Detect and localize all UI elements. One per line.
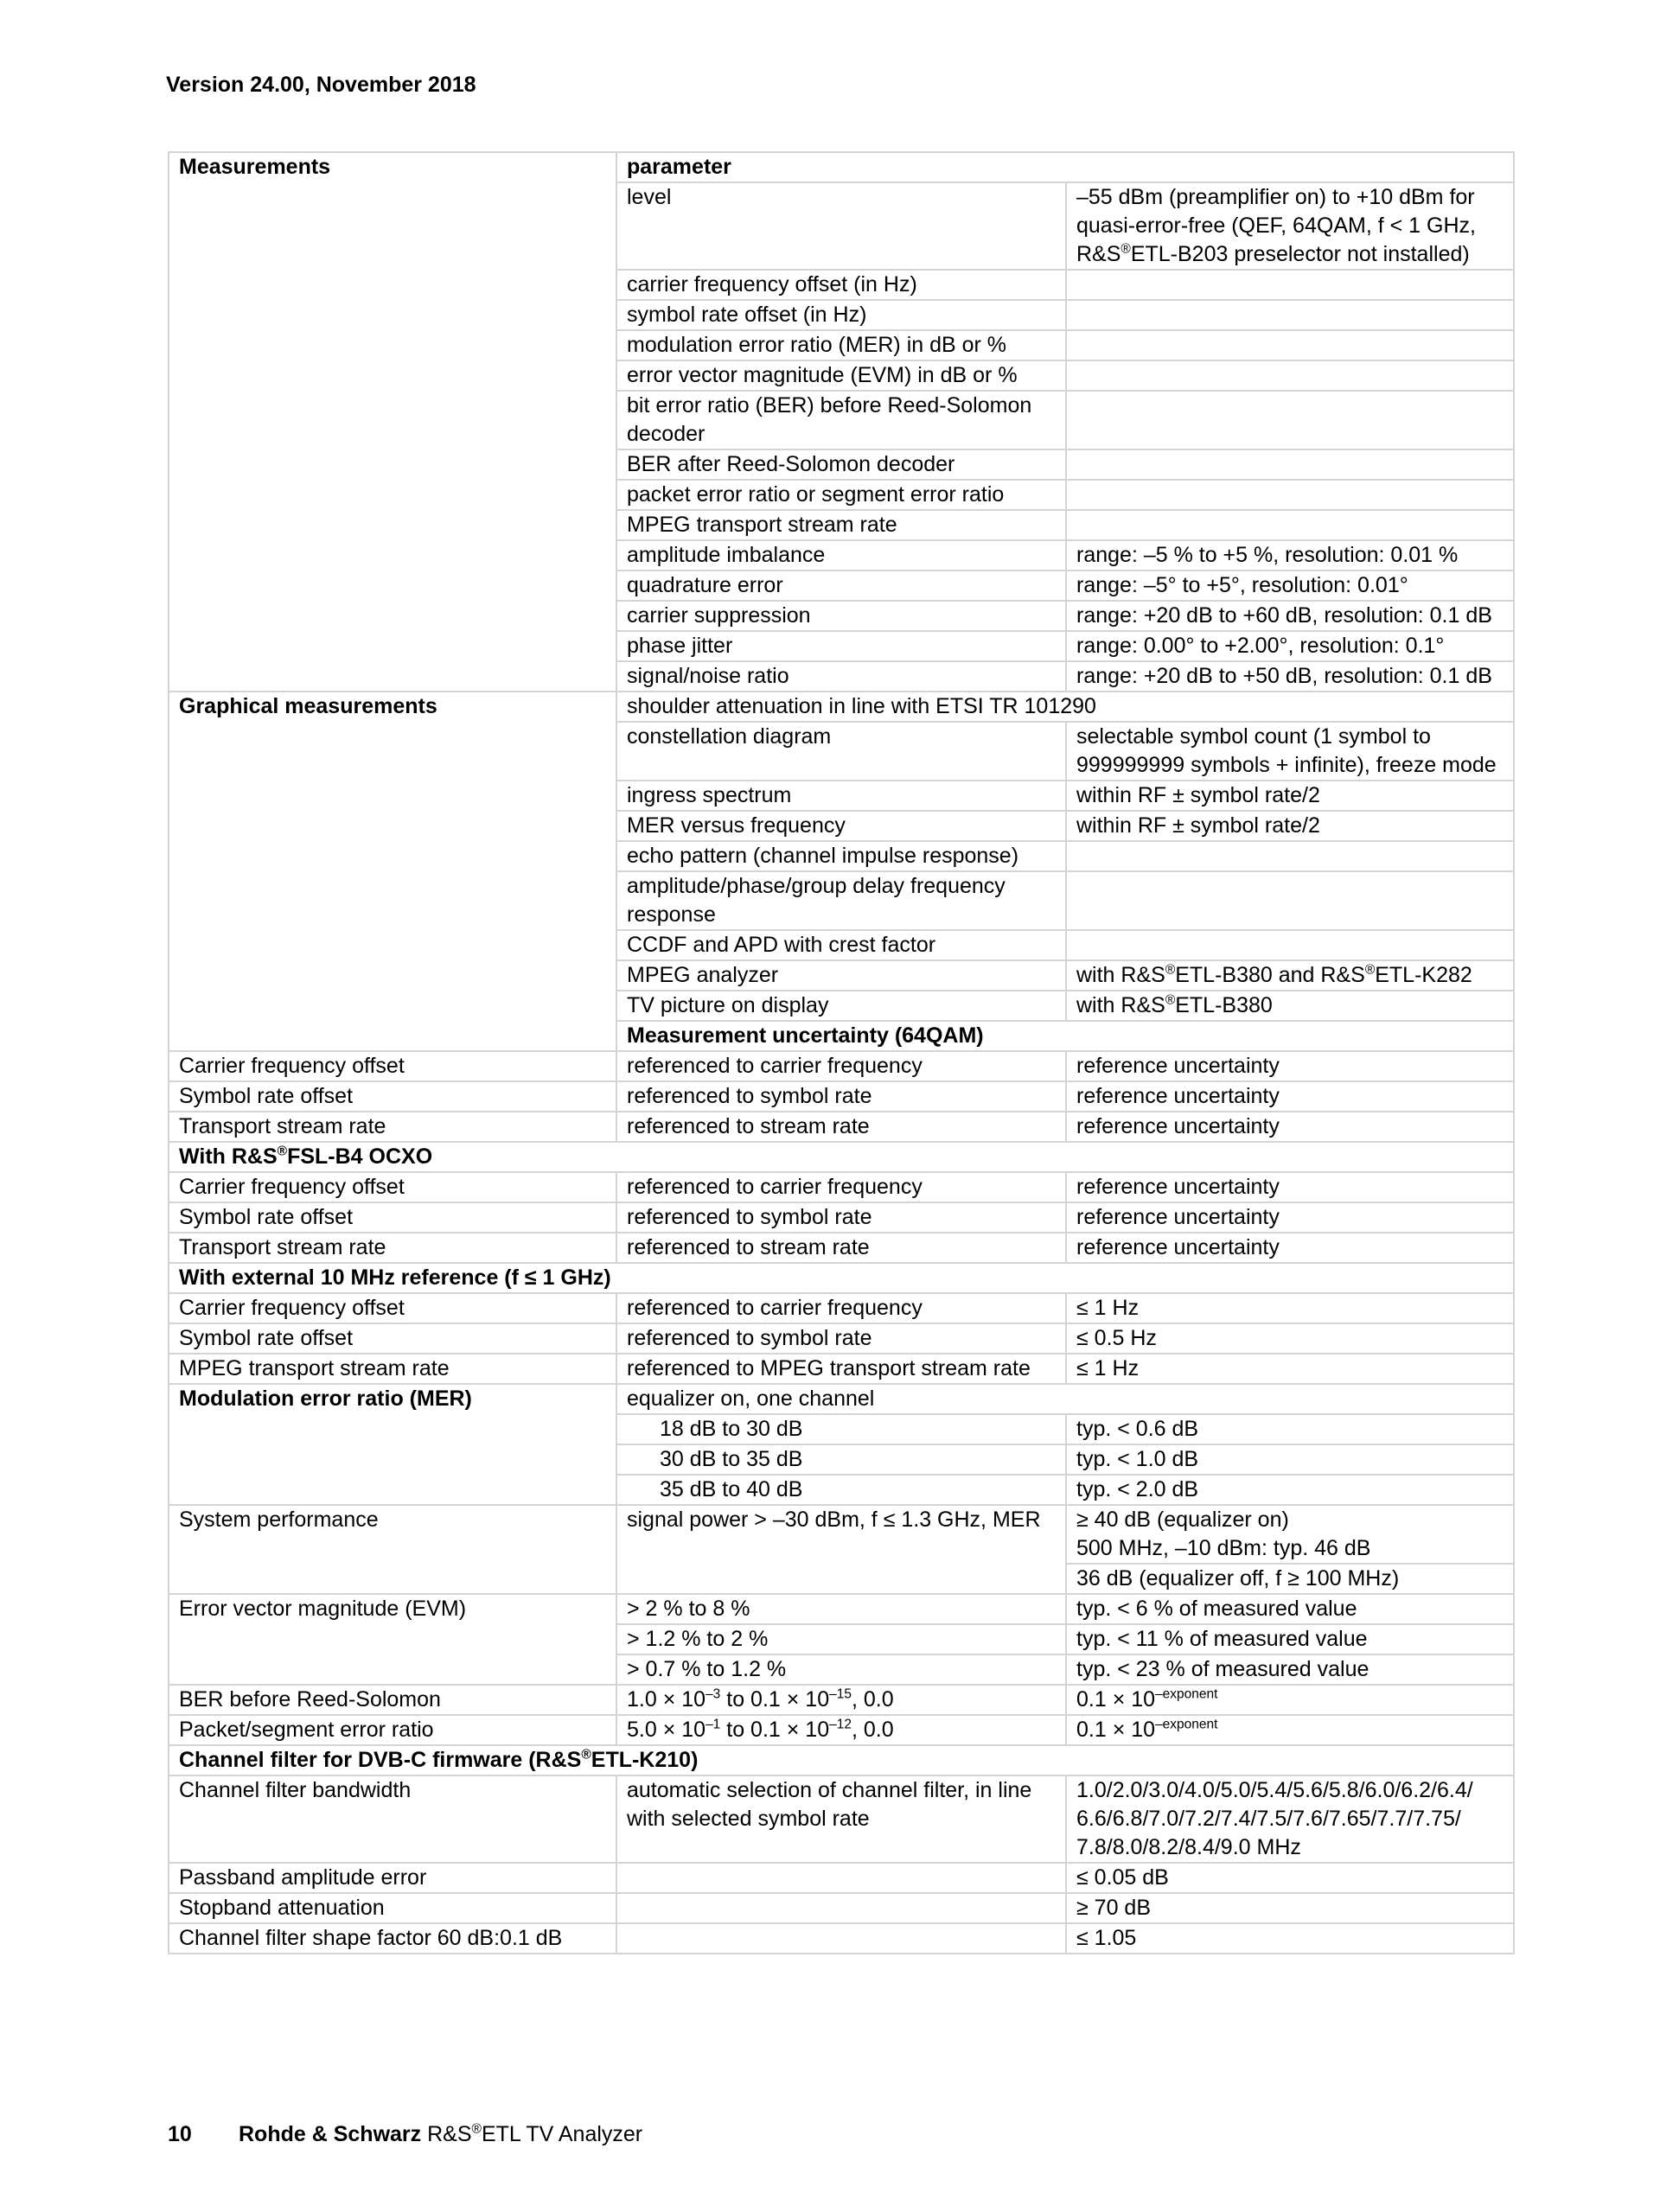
- param-cell: quadrature error: [616, 571, 1066, 601]
- table-row: [169, 1233, 1514, 1263]
- value-cell: range: –5° to +5°, resolution: 0.01°: [1066, 571, 1514, 601]
- value-cell: reference uncertainty: [1066, 1051, 1514, 1081]
- param-cell: ingress spectrum: [616, 781, 1066, 811]
- param-cell: shoulder attenuation in line with ETSI TR 101290: [616, 692, 1514, 722]
- param-cell: referenced to symbol rate: [616, 1202, 1066, 1233]
- value-cell: ≤ 1.05: [1066, 1923, 1514, 1954]
- section-header-row: [169, 1263, 1514, 1293]
- table-row: [169, 1923, 1514, 1954]
- param-cell: [616, 1863, 1066, 1893]
- param-cell: MPEG transport stream rate: [616, 510, 1066, 540]
- param-cell: error vector magnitude (EVM) in dB or %: [616, 360, 1066, 391]
- param-cell: signal power > –30 dBm, f ≤ 1.3 GHz, MER: [616, 1505, 1066, 1594]
- value-cell: ≥ 40 dB (equalizer on) 500 MHz, –10 dBm: typ. 46 dB: [1066, 1505, 1514, 1564]
- param-cell: referenced to stream rate: [616, 1233, 1066, 1263]
- label-cell: Channel filter shape factor 60 dB:0.1 dB: [169, 1923, 616, 1954]
- label-cell: Carrier frequency offset: [169, 1172, 616, 1202]
- value-cell: typ. < 0.6 dB: [1066, 1414, 1514, 1444]
- parameter-header: parameter: [616, 152, 1514, 182]
- param-cell: amplitude imbalance: [616, 540, 1066, 571]
- param-cell: amplitude/phase/group delay frequency response: [616, 871, 1066, 930]
- param-cell: > 1.2 % to 2 %: [616, 1624, 1066, 1654]
- param-cell: > 2 % to 8 %: [616, 1594, 1066, 1624]
- label-cell: Transport stream rate: [169, 1233, 616, 1263]
- page-footer: [168, 2122, 642, 2147]
- value-cell: reference uncertainty: [1066, 1172, 1514, 1202]
- value-cell: typ. < 11 % of measured value: [1066, 1624, 1514, 1654]
- param-cell: 18 dB to 30 dB: [616, 1414, 1066, 1444]
- label-cell: Packet/segment error ratio: [169, 1715, 616, 1745]
- value-cell: reference uncertainty: [1066, 1081, 1514, 1112]
- label-cell: MPEG transport stream rate: [169, 1354, 616, 1384]
- param-cell: signal/noise ratio: [616, 661, 1066, 692]
- value-cell: ≤ 1 Hz: [1066, 1293, 1514, 1323]
- value-cell: [1066, 330, 1514, 360]
- section-header-row: [169, 1142, 1514, 1172]
- param-cell: [616, 1923, 1066, 1954]
- value-cell: [1066, 930, 1514, 960]
- param-cell: > 0.7 % to 1.2 %: [616, 1654, 1066, 1685]
- param-cell: level: [616, 182, 1066, 270]
- param-cell: phase jitter: [616, 631, 1066, 661]
- section-header: Measurement uncertainty (64QAM): [616, 1021, 1514, 1051]
- table-row: [169, 1202, 1514, 1233]
- value-cell: with R&S®ETL-B380: [1066, 991, 1514, 1021]
- value-cell: [1066, 391, 1514, 449]
- label-cell: Passband amplitude error: [169, 1863, 616, 1893]
- value-cell: 1.0/2.0/3.0/4.0/5.0/5.4/5.6/5.8/6.0/6.2/6.4/ 6.6/6.8/7.0/7.2/7.4/7.5/7.6/7.65/7.7/7.75/ 7.8/8.0/8.2/8.4/9.0 MHz: [1066, 1775, 1514, 1863]
- table-row: [169, 1863, 1514, 1893]
- label-cell: Transport stream rate: [169, 1112, 616, 1142]
- param-cell: $5.0 \times 10^{-1}$ to $0.1 \times 10^{-12}$, 0.0: [616, 1715, 1066, 1745]
- param-cell: 30 dB to 35 dB: [616, 1444, 1066, 1475]
- label-cell: Error vector magnitude (EVM): [169, 1594, 616, 1685]
- value-cell: –55 dBm (preamplifier on) to +10 dBm for quasi-error-free (QEF, 64QAM, f < 1 GHz, R&S®ETL-B203 preselector not installed): [1066, 182, 1514, 270]
- value-cell: typ. < 2.0 dB: [1066, 1475, 1514, 1505]
- param-cell: referenced to stream rate: [616, 1112, 1066, 1142]
- table-row: [169, 1384, 1514, 1414]
- table-row: [169, 1893, 1514, 1923]
- value-cell: $0.1 \times 10^{-exponent}$: [1066, 1715, 1514, 1745]
- value-cell: selectable symbol count (1 symbol to 999999999 symbols + infinite), freeze mode: [1066, 722, 1514, 781]
- value-cell: reference uncertainty: [1066, 1233, 1514, 1263]
- value-cell: ≤ 0.05 dB: [1066, 1863, 1514, 1893]
- section-label: Modulation error ratio (MER): [169, 1384, 616, 1505]
- table-row: [169, 1323, 1514, 1354]
- param-cell: packet error ratio or segment error ratio: [616, 480, 1066, 510]
- table-row: [169, 1112, 1514, 1142]
- param-cell: referenced to carrier frequency: [616, 1172, 1066, 1202]
- param-cell: bit error ratio (BER) before Reed-Solomon decoder: [616, 391, 1066, 449]
- table-row: [169, 692, 1514, 722]
- value-cell: [1066, 449, 1514, 480]
- param-cell: MER versus frequency: [616, 811, 1066, 841]
- page-number: 10: [168, 2122, 192, 2146]
- param-cell: carrier suppression: [616, 601, 1066, 631]
- section-header-row: [169, 1745, 1514, 1775]
- label-cell: Symbol rate offset: [169, 1202, 616, 1233]
- param-cell: referenced to symbol rate: [616, 1323, 1066, 1354]
- section-header: Channel filter for DVB-C firmware (R&S®ETL-K210): [169, 1745, 1514, 1775]
- table-row: [169, 1293, 1514, 1323]
- param-cell: BER after Reed-Solomon decoder: [616, 449, 1066, 480]
- table-row: [169, 1715, 1514, 1745]
- value-cell: [1066, 360, 1514, 391]
- footer-brand: Rohde & Schwarz: [239, 2122, 422, 2146]
- table-row: [169, 1505, 1514, 1564]
- spec-table: [168, 151, 1515, 1954]
- value-cell: typ. < 23 % of measured value: [1066, 1654, 1514, 1685]
- param-cell: carrier frequency offset (in Hz): [616, 270, 1066, 300]
- param-cell: referenced to carrier frequency: [616, 1051, 1066, 1081]
- value-cell: [1066, 871, 1514, 930]
- param-cell: equalizer on, one channel: [616, 1384, 1514, 1414]
- table-row: [169, 1685, 1514, 1715]
- table-row: [169, 152, 1514, 182]
- param-cell: referenced to MPEG transport stream rate: [616, 1354, 1066, 1384]
- label-cell: Channel filter bandwidth: [169, 1775, 616, 1863]
- page-header-version: Version 24.00, November 2018: [166, 73, 476, 97]
- value-cell: within RF ± symbol rate/2: [1066, 781, 1514, 811]
- value-cell: reference uncertainty: [1066, 1112, 1514, 1142]
- value-cell: 36 dB (equalizer off, f ≥ 100 MHz): [1066, 1564, 1514, 1594]
- param-cell: referenced to carrier frequency: [616, 1293, 1066, 1323]
- value-cell: range: 0.00° to +2.00°, resolution: 0.1°: [1066, 631, 1514, 661]
- value-cell: [1066, 300, 1514, 330]
- param-cell: automatic selection of channel filter, in line with selected symbol rate: [616, 1775, 1066, 1863]
- param-cell: 35 dB to 40 dB: [616, 1475, 1066, 1505]
- label-cell: System performance: [169, 1505, 616, 1594]
- value-cell: typ. < 1.0 dB: [1066, 1444, 1514, 1475]
- section-label: Graphical measurements: [169, 692, 616, 1051]
- value-cell: [1066, 480, 1514, 510]
- param-cell: MPEG analyzer: [616, 960, 1066, 991]
- param-cell: echo pattern (channel impulse response): [616, 841, 1066, 871]
- value-cell: range: +20 dB to +50 dB, resolution: 0.1 dB: [1066, 661, 1514, 692]
- param-cell: TV picture on display: [616, 991, 1066, 1021]
- table-row: [169, 1594, 1514, 1624]
- param-cell: referenced to symbol rate: [616, 1081, 1066, 1112]
- value-cell: with R&S®ETL-B380 and R&S®ETL-K282: [1066, 960, 1514, 991]
- param-cell: $1.0 \times 10^{-3}$ to $0.1 \times 10^{-15}$, 0.0: [616, 1685, 1066, 1715]
- value-cell: ≥ 70 dB: [1066, 1893, 1514, 1923]
- value-cell: range: +20 dB to +60 dB, resolution: 0.1 dB: [1066, 601, 1514, 631]
- value-cell: range: –5 % to +5 %, resolution: 0.01 %: [1066, 540, 1514, 571]
- label-cell: Carrier frequency offset: [169, 1051, 616, 1081]
- table-row: [169, 1354, 1514, 1384]
- table-row: [169, 1172, 1514, 1202]
- param-cell: [616, 1893, 1066, 1923]
- label-cell: Carrier frequency offset: [169, 1293, 616, 1323]
- value-cell: [1066, 510, 1514, 540]
- table-row: [169, 1051, 1514, 1081]
- param-cell: constellation diagram: [616, 722, 1066, 781]
- param-cell: CCDF and APD with crest factor: [616, 930, 1066, 960]
- value-cell: within RF ± symbol rate/2: [1066, 811, 1514, 841]
- table-row: [169, 1775, 1514, 1863]
- value-cell: [1066, 841, 1514, 871]
- value-cell: reference uncertainty: [1066, 1202, 1514, 1233]
- section-header: With R&S®FSL-B4 OCXO: [169, 1142, 1514, 1172]
- label-cell: Symbol rate offset: [169, 1081, 616, 1112]
- value-cell: [1066, 270, 1514, 300]
- label-cell: BER before Reed-Solomon: [169, 1685, 616, 1715]
- param-cell: symbol rate offset (in Hz): [616, 300, 1066, 330]
- value-cell: ≤ 1 Hz: [1066, 1354, 1514, 1384]
- label-cell: Stopband attenuation: [169, 1893, 616, 1923]
- table-row: [169, 1081, 1514, 1112]
- label-cell: Symbol rate offset: [169, 1323, 616, 1354]
- section-label: Measurements: [169, 152, 616, 692]
- footer-product: R&S®ETL TV Analyzer: [427, 2121, 643, 2146]
- param-cell: modulation error ratio (MER) in dB or %: [616, 330, 1066, 360]
- section-header: With external 10 MHz reference (f ≤ 1 GHz): [169, 1263, 1514, 1293]
- value-cell: ≤ 0.5 Hz: [1066, 1323, 1514, 1354]
- value-cell: typ. < 6 % of measured value: [1066, 1594, 1514, 1624]
- value-cell: $0.1 \times 10^{-exponent}$: [1066, 1685, 1514, 1715]
